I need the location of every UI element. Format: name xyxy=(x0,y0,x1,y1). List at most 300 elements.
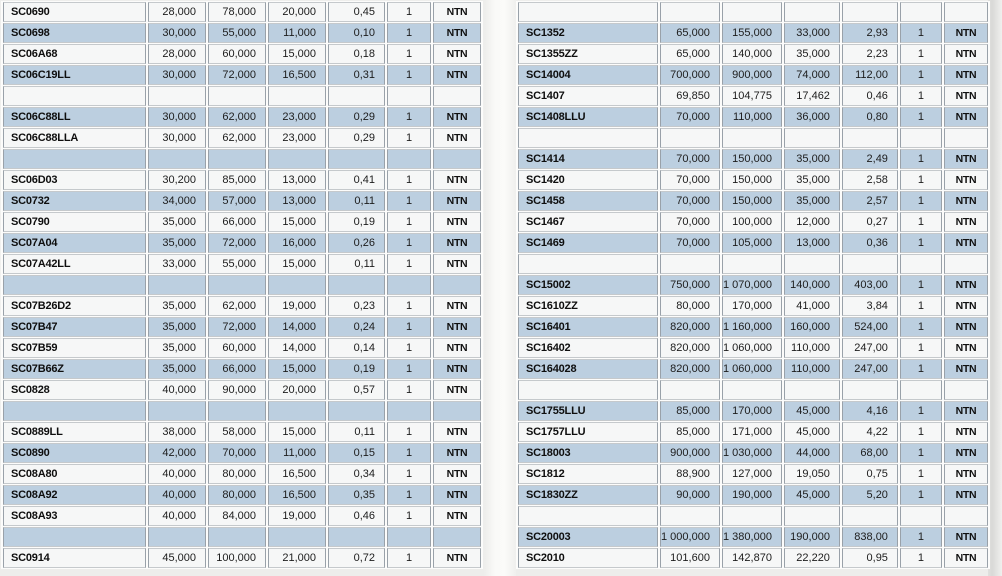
dimension-value-cell: 23,000 xyxy=(268,128,326,148)
quantity-cell xyxy=(900,380,942,400)
quantity-cell: 1 xyxy=(900,107,942,127)
dimension-value-cell: 0,11 xyxy=(328,422,385,442)
dimension-value-cell: 30,000 xyxy=(148,23,206,43)
dimension-value-cell: 35,000 xyxy=(784,170,840,190)
table-row xyxy=(3,380,481,400)
part-number-cell: SC1352 xyxy=(518,23,658,43)
dimension-value-cell: 35,000 xyxy=(148,338,206,358)
dimension-value-cell: 72,000 xyxy=(208,233,266,253)
table-row xyxy=(3,338,481,358)
dimension-value-cell xyxy=(842,254,898,274)
dimension-value-cell xyxy=(208,275,266,295)
dimension-value-cell xyxy=(660,254,720,274)
dimension-value-cell: 16,500 xyxy=(268,65,326,85)
table-row xyxy=(518,548,988,568)
part-number-cell: SC06C88LLA xyxy=(3,128,146,148)
dimension-value-cell: 142,870 xyxy=(722,548,782,568)
dimension-value-cell: 30,000 xyxy=(148,65,206,85)
part-number-cell: SC07B47 xyxy=(3,317,146,337)
dimension-value-cell xyxy=(268,149,326,169)
part-number-cell: SC18003 xyxy=(518,443,658,463)
dimension-value-cell xyxy=(328,401,385,421)
brand-cell: NTN xyxy=(944,191,988,211)
dimension-value-cell: 66,000 xyxy=(208,359,266,379)
dimension-value-cell: 17,462 xyxy=(784,86,840,106)
dimension-value-cell: 700,000 xyxy=(660,65,720,85)
dimension-value-cell xyxy=(722,380,782,400)
quantity-cell: 1 xyxy=(387,128,431,148)
quantity-cell: 1 xyxy=(387,422,431,442)
dimension-value-cell: 78,000 xyxy=(208,2,266,22)
part-number-cell: SC0889LL xyxy=(3,422,146,442)
dimension-value-cell: 35,000 xyxy=(784,191,840,211)
dimension-value-cell: 70,000 xyxy=(660,149,720,169)
table-row-empty xyxy=(3,86,481,106)
dimension-value-cell xyxy=(268,86,326,106)
brand-cell: NTN xyxy=(944,107,988,127)
dimension-value-cell: 0,41 xyxy=(328,170,385,190)
table-row xyxy=(518,359,988,379)
quantity-cell: 1 xyxy=(900,401,942,421)
part-number-cell: SC1407 xyxy=(518,86,658,106)
table-row xyxy=(518,401,988,421)
dimension-value-cell: 40,000 xyxy=(148,464,206,484)
dimension-value-cell xyxy=(328,149,385,169)
dimension-value-cell: 1 000,000 xyxy=(660,527,720,547)
dimension-value-cell: 2,58 xyxy=(842,170,898,190)
part-number-cell: SC0698 xyxy=(3,23,146,43)
brand-cell: NTN xyxy=(944,23,988,43)
part-number-cell: SC14004 xyxy=(518,65,658,85)
dimension-value-cell: 65,000 xyxy=(660,23,720,43)
quantity-cell: 1 xyxy=(900,170,942,190)
brand-cell: NTN xyxy=(944,149,988,169)
table-row xyxy=(518,485,988,505)
quantity-cell: 1 xyxy=(387,359,431,379)
brand-cell: NTN xyxy=(944,359,988,379)
brand-cell: NTN xyxy=(944,212,988,232)
part-number-cell: SC1414 xyxy=(518,149,658,169)
dimension-value-cell: 0,11 xyxy=(328,254,385,274)
brand-cell: NTN xyxy=(433,233,481,253)
dimension-value-cell: 170,000 xyxy=(722,401,782,421)
dimension-value-cell: 101,600 xyxy=(660,548,720,568)
dimension-value-cell: 70,000 xyxy=(208,443,266,463)
dimension-value-cell: 150,000 xyxy=(722,191,782,211)
dimension-value-cell: 84,000 xyxy=(208,506,266,526)
dimension-value-cell: 15,000 xyxy=(268,254,326,274)
dimension-value-cell: 160,000 xyxy=(784,317,840,337)
dimension-value-cell: 62,000 xyxy=(208,296,266,316)
table-row xyxy=(3,170,481,190)
dimension-value-cell: 55,000 xyxy=(208,23,266,43)
table-row xyxy=(3,317,481,337)
dimension-value-cell: 11,000 xyxy=(268,23,326,43)
dimension-value-cell: 35,000 xyxy=(784,44,840,64)
catalog-table-left-body xyxy=(3,2,481,568)
brand-cell: NTN xyxy=(433,422,481,442)
brand-cell xyxy=(944,2,988,22)
dimension-value-cell: 13,000 xyxy=(268,170,326,190)
dimension-value-cell: 80,000 xyxy=(208,464,266,484)
brand-cell: NTN xyxy=(433,2,481,22)
dimension-value-cell: 21,000 xyxy=(268,548,326,568)
dimension-value-cell: 90,000 xyxy=(660,485,720,505)
quantity-cell: 1 xyxy=(900,44,942,64)
quantity-cell: 1 xyxy=(900,149,942,169)
dimension-value-cell: 16,500 xyxy=(268,485,326,505)
table-row xyxy=(518,149,988,169)
part-number-cell: SC07A42LL xyxy=(3,254,146,274)
dimension-value-cell: 1 070,000 xyxy=(722,275,782,295)
dimension-value-cell: 0,45 xyxy=(328,2,385,22)
part-number-cell: SC16402 xyxy=(518,338,658,358)
dimension-value-cell xyxy=(208,149,266,169)
dimension-value-cell: 85,000 xyxy=(660,401,720,421)
part-number-cell xyxy=(3,149,146,169)
dimension-value-cell: 0,26 xyxy=(328,233,385,253)
dimension-value-cell: 40,000 xyxy=(148,380,206,400)
dimension-value-cell: 0,72 xyxy=(328,548,385,568)
dimension-value-cell: 60,000 xyxy=(208,44,266,64)
dimension-value-cell: 0,80 xyxy=(842,107,898,127)
dimension-value-cell: 70,000 xyxy=(660,233,720,253)
dimension-value-cell: 0,18 xyxy=(328,44,385,64)
dimension-value-cell xyxy=(268,275,326,295)
brand-cell xyxy=(433,86,481,106)
dimension-value-cell xyxy=(208,401,266,421)
table-row-empty xyxy=(518,380,988,400)
dimension-value-cell: 1 030,000 xyxy=(722,443,782,463)
dimension-value-cell: 0,23 xyxy=(328,296,385,316)
quantity-cell: 1 xyxy=(387,233,431,253)
brand-cell xyxy=(433,527,481,547)
dimension-value-cell: 0,34 xyxy=(328,464,385,484)
dimension-value-cell xyxy=(784,128,840,148)
quantity-cell: 1 xyxy=(387,485,431,505)
quantity-cell: 1 xyxy=(900,317,942,337)
quantity-cell xyxy=(387,149,431,169)
dimension-value-cell: 45,000 xyxy=(148,548,206,568)
dimension-value-cell xyxy=(722,506,782,526)
table-row xyxy=(3,128,481,148)
brand-cell: NTN xyxy=(433,506,481,526)
dimension-value-cell: 0,24 xyxy=(328,317,385,337)
dimension-value-cell xyxy=(148,401,206,421)
dimension-value-cell: 110,000 xyxy=(784,338,840,358)
part-number-cell: SC20003 xyxy=(518,527,658,547)
part-number-cell xyxy=(3,86,146,106)
quantity-cell: 1 xyxy=(900,212,942,232)
dimension-value-cell: 23,000 xyxy=(268,107,326,127)
table-row xyxy=(518,527,988,547)
dimension-value-cell: 20,000 xyxy=(268,380,326,400)
dimension-value-cell xyxy=(148,527,206,547)
part-number-cell: SC164028 xyxy=(518,359,658,379)
dimension-value-cell: 68,00 xyxy=(842,443,898,463)
brand-cell: NTN xyxy=(433,254,481,274)
part-number-cell xyxy=(518,254,658,274)
dimension-value-cell: 14,000 xyxy=(268,338,326,358)
dimension-value-cell: 41,000 xyxy=(784,296,840,316)
table-row xyxy=(518,107,988,127)
brand-cell: NTN xyxy=(944,527,988,547)
dimension-value-cell: 57,000 xyxy=(208,191,266,211)
table-row-empty xyxy=(518,254,988,274)
dimension-value-cell: 0,27 xyxy=(842,212,898,232)
dimension-value-cell: 155,000 xyxy=(722,23,782,43)
table-row xyxy=(3,107,481,127)
dimension-value-cell: 13,000 xyxy=(268,191,326,211)
dimension-value-cell: 0,95 xyxy=(842,548,898,568)
dimension-value-cell: 127,000 xyxy=(722,464,782,484)
table-row-empty xyxy=(518,2,988,22)
dimension-value-cell: 247,00 xyxy=(842,338,898,358)
brand-cell: NTN xyxy=(433,65,481,85)
brand-cell: NTN xyxy=(433,296,481,316)
dimension-value-cell: 15,000 xyxy=(268,212,326,232)
dimension-value-cell: 1 060,000 xyxy=(722,359,782,379)
dimension-value-cell: 403,00 xyxy=(842,275,898,295)
part-number-cell: SC1757LLU xyxy=(518,422,658,442)
table-row xyxy=(518,422,988,442)
part-number-cell: SC08A93 xyxy=(3,506,146,526)
brand-cell xyxy=(433,275,481,295)
dimension-value-cell xyxy=(268,527,326,547)
dimension-value-cell: 12,000 xyxy=(784,212,840,232)
dimension-value-cell: 35,000 xyxy=(148,212,206,232)
dimension-value-cell: 110,000 xyxy=(722,107,782,127)
brand-cell: NTN xyxy=(944,401,988,421)
part-number-cell: SC07B26D2 xyxy=(3,296,146,316)
brand-cell xyxy=(944,254,988,274)
brand-cell: NTN xyxy=(944,170,988,190)
dimension-value-cell: 100,000 xyxy=(722,212,782,232)
dimension-value-cell: 2,93 xyxy=(842,23,898,43)
quantity-cell: 1 xyxy=(387,23,431,43)
dimension-value-cell: 0,35 xyxy=(328,485,385,505)
quantity-cell: 1 xyxy=(900,296,942,316)
brand-cell: NTN xyxy=(433,170,481,190)
quantity-cell: 1 xyxy=(900,65,942,85)
table-row xyxy=(3,254,481,274)
table-row xyxy=(518,464,988,484)
dimension-value-cell: 19,050 xyxy=(784,464,840,484)
part-number-cell: SC2010 xyxy=(518,548,658,568)
dimension-value-cell xyxy=(722,254,782,274)
table-row xyxy=(3,506,481,526)
part-number-cell: SC07B59 xyxy=(3,338,146,358)
dimension-value-cell: 70,000 xyxy=(660,107,720,127)
table-row xyxy=(3,422,481,442)
dimension-value-cell: 2,49 xyxy=(842,149,898,169)
dimension-value-cell xyxy=(660,128,720,148)
brand-cell: NTN xyxy=(433,443,481,463)
quantity-cell: 1 xyxy=(387,170,431,190)
dimension-value-cell: 0,57 xyxy=(328,380,385,400)
dimension-value-cell: 55,000 xyxy=(208,254,266,274)
dimension-value-cell: 820,000 xyxy=(660,359,720,379)
dimension-value-cell: 2,23 xyxy=(842,44,898,64)
quantity-cell: 1 xyxy=(900,359,942,379)
table-row xyxy=(518,338,988,358)
quantity-cell: 1 xyxy=(387,2,431,22)
quantity-cell: 1 xyxy=(900,23,942,43)
catalog-table-left xyxy=(1,1,483,569)
part-number-cell: SC1755LLU xyxy=(518,401,658,421)
dimension-value-cell: 5,20 xyxy=(842,485,898,505)
dimension-value-cell: 35,000 xyxy=(148,296,206,316)
dimension-value-cell xyxy=(148,275,206,295)
dimension-value-cell: 11,000 xyxy=(268,443,326,463)
brand-cell xyxy=(433,401,481,421)
dimension-value-cell: 104,775 xyxy=(722,86,782,106)
dimension-value-cell: 0,29 xyxy=(328,107,385,127)
table-row xyxy=(518,44,988,64)
quantity-cell: 1 xyxy=(387,191,431,211)
dimension-value-cell: 1 380,000 xyxy=(722,527,782,547)
dimension-value-cell xyxy=(328,527,385,547)
dimension-value-cell xyxy=(842,506,898,526)
brand-cell: NTN xyxy=(433,338,481,358)
dimension-value-cell: 72,000 xyxy=(208,65,266,85)
dimension-value-cell xyxy=(842,128,898,148)
dimension-value-cell: 45,000 xyxy=(784,422,840,442)
quantity-cell: 1 xyxy=(900,422,942,442)
brand-cell: NTN xyxy=(433,548,481,568)
dimension-value-cell: 105,000 xyxy=(722,233,782,253)
part-number-cell: SC06D03 xyxy=(3,170,146,190)
table-row xyxy=(3,443,481,463)
table-row xyxy=(3,65,481,85)
dimension-value-cell: 42,000 xyxy=(148,443,206,463)
dimension-value-cell xyxy=(842,2,898,22)
brand-cell xyxy=(433,149,481,169)
brand-cell: NTN xyxy=(433,212,481,232)
part-number-cell: SC1355ZZ xyxy=(518,44,658,64)
dimension-value-cell xyxy=(208,527,266,547)
dimension-value-cell: 85,000 xyxy=(660,422,720,442)
dimension-value-cell: 15,000 xyxy=(268,44,326,64)
dimension-value-cell: 44,000 xyxy=(784,443,840,463)
brand-cell: NTN xyxy=(944,65,988,85)
part-number-cell: SC1420 xyxy=(518,170,658,190)
dimension-value-cell: 58,000 xyxy=(208,422,266,442)
table-row xyxy=(3,212,481,232)
dimension-value-cell: 0,46 xyxy=(328,506,385,526)
part-number-cell: SC0890 xyxy=(3,443,146,463)
dimension-value-cell: 28,000 xyxy=(148,44,206,64)
part-number-cell: SC08A80 xyxy=(3,464,146,484)
part-number-cell: SC1830ZZ xyxy=(518,485,658,505)
quantity-cell: 1 xyxy=(900,548,942,568)
dimension-value-cell: 65,000 xyxy=(660,44,720,64)
dimension-value-cell: 70,000 xyxy=(660,191,720,211)
table-row xyxy=(3,191,481,211)
table-row xyxy=(3,359,481,379)
dimension-value-cell: 80,000 xyxy=(660,296,720,316)
brand-cell: NTN xyxy=(944,86,988,106)
table-row xyxy=(518,296,988,316)
part-number-cell: SC1408LLU xyxy=(518,107,658,127)
dimension-value-cell: 34,000 xyxy=(148,191,206,211)
quantity-cell: 1 xyxy=(387,254,431,274)
brand-cell xyxy=(944,380,988,400)
dimension-value-cell: 40,000 xyxy=(148,506,206,526)
quantity-cell xyxy=(387,86,431,106)
quantity-cell: 1 xyxy=(387,296,431,316)
quantity-cell: 1 xyxy=(900,338,942,358)
dimension-value-cell: 750,000 xyxy=(660,275,720,295)
quantity-cell: 1 xyxy=(387,338,431,358)
part-number-cell: SC1469 xyxy=(518,233,658,253)
part-number-cell: SC1467 xyxy=(518,212,658,232)
brand-cell: NTN xyxy=(944,233,988,253)
dimension-value-cell: 35,000 xyxy=(784,149,840,169)
dimension-value-cell: 66,000 xyxy=(208,212,266,232)
dimension-value-cell: 100,000 xyxy=(208,548,266,568)
quantity-cell xyxy=(387,401,431,421)
part-number-cell: SC16401 xyxy=(518,317,658,337)
dimension-value-cell: 4,22 xyxy=(842,422,898,442)
dimension-value-cell: 70,000 xyxy=(660,170,720,190)
dimension-value-cell xyxy=(148,149,206,169)
dimension-value-cell: 171,000 xyxy=(722,422,782,442)
part-number-cell: SC1458 xyxy=(518,191,658,211)
brand-cell: NTN xyxy=(944,548,988,568)
dimension-value-cell: 80,000 xyxy=(208,485,266,505)
part-number-cell: SC15002 xyxy=(518,275,658,295)
brand-cell: NTN xyxy=(944,317,988,337)
dimension-value-cell: 62,000 xyxy=(208,128,266,148)
dimension-value-cell: 150,000 xyxy=(722,170,782,190)
dimension-value-cell xyxy=(842,380,898,400)
table-row xyxy=(3,44,481,64)
part-number-cell: SC0732 xyxy=(3,191,146,211)
dimension-value-cell xyxy=(208,86,266,106)
table-row xyxy=(3,233,481,253)
brand-cell: NTN xyxy=(433,317,481,337)
dimension-value-cell: 19,000 xyxy=(268,296,326,316)
brand-cell: NTN xyxy=(433,44,481,64)
table-row xyxy=(518,317,988,337)
table-row xyxy=(3,2,481,22)
table-row xyxy=(518,191,988,211)
quantity-cell: 1 xyxy=(387,464,431,484)
part-number-cell: SC0828 xyxy=(3,380,146,400)
table-row xyxy=(3,23,481,43)
dimension-value-cell: 247,00 xyxy=(842,359,898,379)
dimension-value-cell: 0,19 xyxy=(328,212,385,232)
dimension-value-cell: 0,10 xyxy=(328,23,385,43)
part-number-cell xyxy=(518,2,658,22)
brand-cell: NTN xyxy=(433,485,481,505)
dimension-value-cell: 70,000 xyxy=(660,212,720,232)
quantity-cell: 1 xyxy=(900,191,942,211)
dimension-value-cell: 900,000 xyxy=(722,65,782,85)
dimension-value-cell: 1 060,000 xyxy=(722,338,782,358)
dimension-value-cell xyxy=(660,2,720,22)
dimension-value-cell xyxy=(784,2,840,22)
dimension-value-cell: 15,000 xyxy=(268,359,326,379)
table-row-empty xyxy=(3,527,481,547)
brand-cell: NTN xyxy=(944,338,988,358)
brand-cell: NTN xyxy=(433,464,481,484)
part-number-cell: SC08A92 xyxy=(3,485,146,505)
quantity-cell xyxy=(900,506,942,526)
quantity-cell: 1 xyxy=(900,275,942,295)
dimension-value-cell xyxy=(722,2,782,22)
